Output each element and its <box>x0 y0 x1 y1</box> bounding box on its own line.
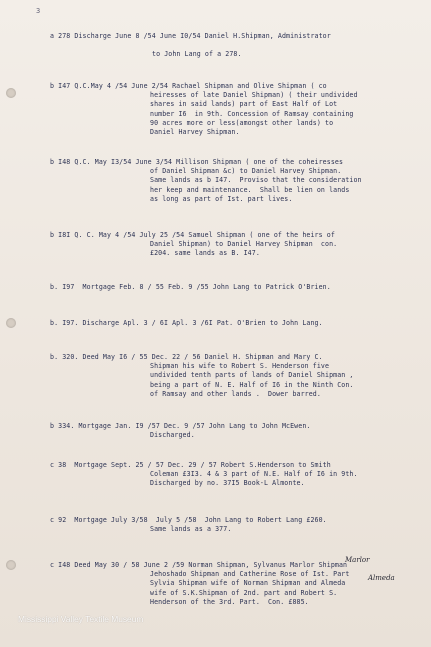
entry-line: heiresses of late Daniel Shipman) ( their undivided <box>150 91 358 100</box>
entry-line: c 38 Mortgage Sept. 25 / 57 Dec. 29 / 57 Robert S.Henderson to Smith <box>50 461 331 469</box>
entry-line: b I47 Q.C.May 4 /54 June 2/54 Rachael Shipman and Olive Shipman ( co <box>50 82 327 90</box>
entry-line: as long as part of Ist. part lives. <box>150 194 293 203</box>
entry-line: a 278 Discharge June 8 /54 June I0/54 Daniel H.Shipman, Administrator <box>50 32 331 40</box>
entry-line: Discharged. <box>150 431 195 440</box>
punch-hole <box>6 88 16 98</box>
entry-line: b. I97 Mortgage Feb. 8 / 55 Feb. 9 /55 John Lang to Patrick O'Brien. <box>50 283 331 291</box>
entry-line: her keep and maintenance. Shall be lien on lands <box>150 185 350 194</box>
entry-line: undivided tenth parts of lands of Daniel Shipman , <box>150 371 354 380</box>
entry-line: 90 acres more or less(amongst other lands) to <box>150 118 334 127</box>
entry-line: Sylvia Shipman wife of Norman Shipman and Almeda <box>150 579 346 588</box>
entry-line: Coleman £3I3. 4 & 3 part of N.E. Half of I6 in 9th. <box>150 470 358 479</box>
entry-line: of Daniel Shipman &c) to Daniel Harvey Shipman. <box>150 167 342 176</box>
entry-line: b I8I Q. C. May 4 /54 July 25 /54 Samuel Shipman ( one of the heirs of <box>50 231 335 239</box>
entry-line: £204. same lands as B. I47. <box>150 249 260 258</box>
page-mark: 3 <box>36 7 41 15</box>
watermark: Mississippi Valley Textile Museum <box>18 614 144 624</box>
entry-line: Daniel Harvey Shipman. <box>150 128 240 136</box>
entry-line: b. 320. Deed May I6 / 55 Dec. 22 / 56 Daniel H. Shipman and Mary C. <box>50 353 323 361</box>
handwritten-annotation: Almeda <box>368 574 395 582</box>
entry-line: to John Lang of a 278. <box>152 50 242 58</box>
entry-line: shares in said lands) part of East Half of Lot <box>150 100 338 109</box>
entry-line: Discharged by no. 37I5 Book-L Almonte. <box>150 479 305 488</box>
entry-line: b I48 Q.C. May I3/54 June 3/54 Millison Shipman ( one of the coheiresses <box>50 158 344 166</box>
handwritten-annotation: Marlor <box>345 556 370 564</box>
entry-line: Same lands as a 377. <box>150 525 232 534</box>
entry-line: Same lands as b I47. Proviso that the consideration <box>150 176 362 185</box>
entry-line: wife of S.K.Shipman of 2nd. part and Robert S. <box>150 588 338 597</box>
entry-line: Shipman his wife to Robert S. Henderson five <box>150 362 330 371</box>
entry-line: Henderson of the 3rd. Part. Con. £885. <box>150 597 309 606</box>
entry-line: being a part of N. E. Half of I6 in the Ninth Con. <box>150 380 354 389</box>
entry-line: of Ramsay and other lands . Dower barred. <box>150 389 321 398</box>
entry-line: b. I97. Discharge Apl. 3 / 6I Apl. 3 /6I Pat. O'Brien to John Lang. <box>50 319 323 327</box>
entry-line: Daniel Shipman) to Daniel Harvey Shipman con. <box>150 240 338 249</box>
entry-line: c I48 Deed May 30 / 58 June 2 /59 Norman Shipman, Sylvanus Marlor Shipman <box>50 561 348 569</box>
punch-hole <box>6 318 16 328</box>
entry-line: number I6 in 9th. Concession of Ramsay containing <box>150 109 354 118</box>
entry-line: Jehoshado Shipman and Catherine Rose of Ist. Part <box>150 570 350 579</box>
entry-line: c 92 Mortgage July 3/58 July 5 /58 John Lang to Robert Lang £260. <box>50 516 327 524</box>
entry-line: b 334. Mortgage Jan. I9 /57 Dec. 9 /57 John Lang to John McEwen. <box>50 422 311 430</box>
punch-hole <box>6 560 16 570</box>
